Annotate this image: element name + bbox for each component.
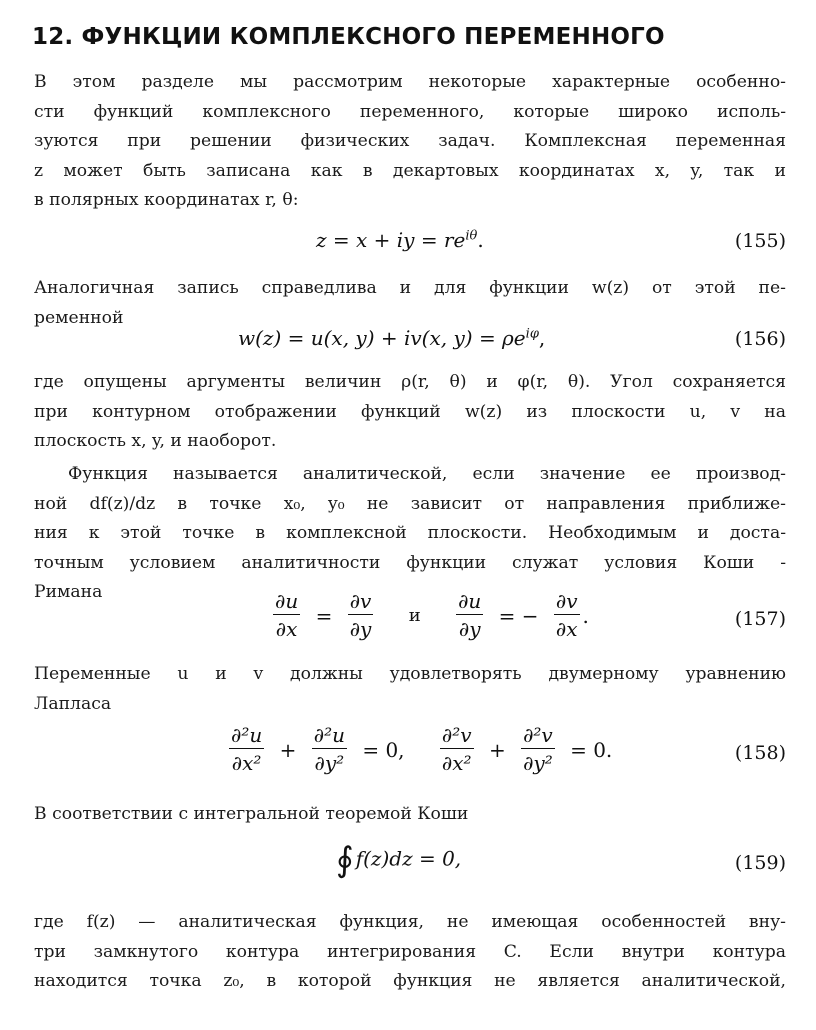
text-line: в полярных координатах r, θ: bbox=[34, 190, 299, 210]
text-line: Функция называется аналитической, если значение ее производ- bbox=[68, 464, 786, 484]
equation-body: z = x + iy = re bbox=[316, 228, 466, 252]
fraction: $\frac{\partial v}{\partial x}$ bbox=[555, 589, 578, 641]
equation-number: (155) bbox=[734, 230, 786, 252]
paragraph-omitted-args bbox=[34, 368, 786, 457]
equation-number: (156) bbox=[734, 328, 786, 350]
operator: + bbox=[279, 737, 297, 762]
text-line: ременной bbox=[34, 307, 124, 328]
equation-number: (159) bbox=[734, 852, 786, 874]
operator: = 0, bbox=[362, 737, 405, 762]
paragraph-analogous bbox=[34, 274, 786, 333]
paragraph-analytic bbox=[34, 460, 786, 608]
equation-exponent: iφ bbox=[525, 326, 539, 342]
text-line: плоскость x, y, и наоборот. bbox=[34, 431, 277, 451]
text-line: В этом разделе мы рассмотрим некоторые характерные особенно- bbox=[34, 72, 786, 92]
operator: = − bbox=[498, 603, 539, 628]
text-line: z может быть записана как в декартовых координатах x, y, так и bbox=[34, 160, 786, 181]
text-line: где опущены аргументы величин ρ(r, θ) и φ(r, θ). Угол сохраняется bbox=[34, 372, 786, 392]
section-title: 12. ФУНКЦИИ КОМПЛЕКСНОГО ПЕРЕМЕННОГО bbox=[32, 24, 665, 50]
text-line: Переменные u и v должны удовлетворять двумерному уравнению bbox=[34, 664, 786, 684]
equation-156 bbox=[238, 326, 545, 350]
text-line: точным условием аналитичности функции служат условия Коши - bbox=[34, 552, 786, 573]
equation-exponent: iθ bbox=[465, 228, 478, 244]
fraction: $\frac{\text{∂²u}}{\text{∂y²}}$ bbox=[313, 723, 345, 775]
text-line: Аналогичная запись справедлива и для функции w(z) от этой пе- bbox=[34, 278, 786, 298]
text-line: три замкнутого контура интегрирования C. Если внутри контура bbox=[34, 941, 786, 962]
contour-integral-icon: ∮ bbox=[336, 840, 354, 880]
fraction: $\frac{\text{∂²u}}{\text{∂x²}}$ bbox=[231, 723, 263, 775]
equation-158 bbox=[226, 722, 618, 777]
fraction: $\frac{\text{∂²v}}{\text{∂y²}}$ bbox=[523, 723, 553, 775]
operator: + bbox=[488, 737, 506, 762]
text-line: ной df(z)/dz в точке x₀, y₀ не зависит от направления приближе- bbox=[34, 493, 786, 514]
fraction: $\frac{\text{∂²v}}{\text{∂x²}}$ bbox=[441, 723, 472, 775]
paragraph-analytic-function bbox=[34, 908, 786, 997]
equation-159 bbox=[336, 840, 461, 880]
text-line: находится точка z₀, в которой функция не является аналитической, bbox=[34, 971, 786, 991]
operator: = 0. bbox=[570, 737, 613, 762]
fraction: $\frac{\partial u}{\partial x}$ bbox=[275, 589, 299, 641]
equation-body: f(z)dz = 0, bbox=[355, 846, 462, 871]
equation-punct: . bbox=[582, 603, 589, 628]
text-line: при контурном отображении функций w(z) из плоскости u, v на bbox=[34, 401, 786, 422]
fraction: $\frac{\partial v}{\partial y}$ bbox=[349, 589, 372, 641]
operator: = bbox=[315, 603, 333, 628]
text-line: Римана bbox=[34, 582, 103, 602]
text-line: Лапласа bbox=[34, 693, 112, 714]
text-line: где f(z) — аналитическая функция, не имеющая особенностей вну- bbox=[34, 912, 786, 932]
equation-155 bbox=[316, 228, 484, 252]
text-line: ния к этой точке в комплексной плоскости. Необходимым и доста- bbox=[34, 523, 786, 543]
text-line: В соответствии с интегральной теоремой Коши bbox=[34, 804, 469, 824]
paragraph-cauchy-theorem bbox=[34, 800, 786, 830]
text-line: сти функций комплексного переменного, которые широко исполь- bbox=[34, 101, 786, 122]
paragraph-intro bbox=[34, 68, 786, 216]
paragraph-laplace bbox=[34, 660, 786, 719]
equation-number: (158) bbox=[734, 742, 786, 764]
equation-punct: , bbox=[538, 326, 546, 350]
equation-157 bbox=[270, 588, 589, 643]
fraction: $\frac{\partial u}{\partial y}$ bbox=[458, 589, 482, 641]
text-line: зуются при решении физических задач. Комплексная переменная bbox=[34, 131, 786, 151]
equation-number: (157) bbox=[734, 608, 786, 630]
equation-body: w(z) = u(x, y) + iv(x, y) = ρe bbox=[238, 326, 526, 350]
conjunction: и bbox=[408, 605, 421, 626]
equation-punct: . bbox=[477, 228, 484, 252]
